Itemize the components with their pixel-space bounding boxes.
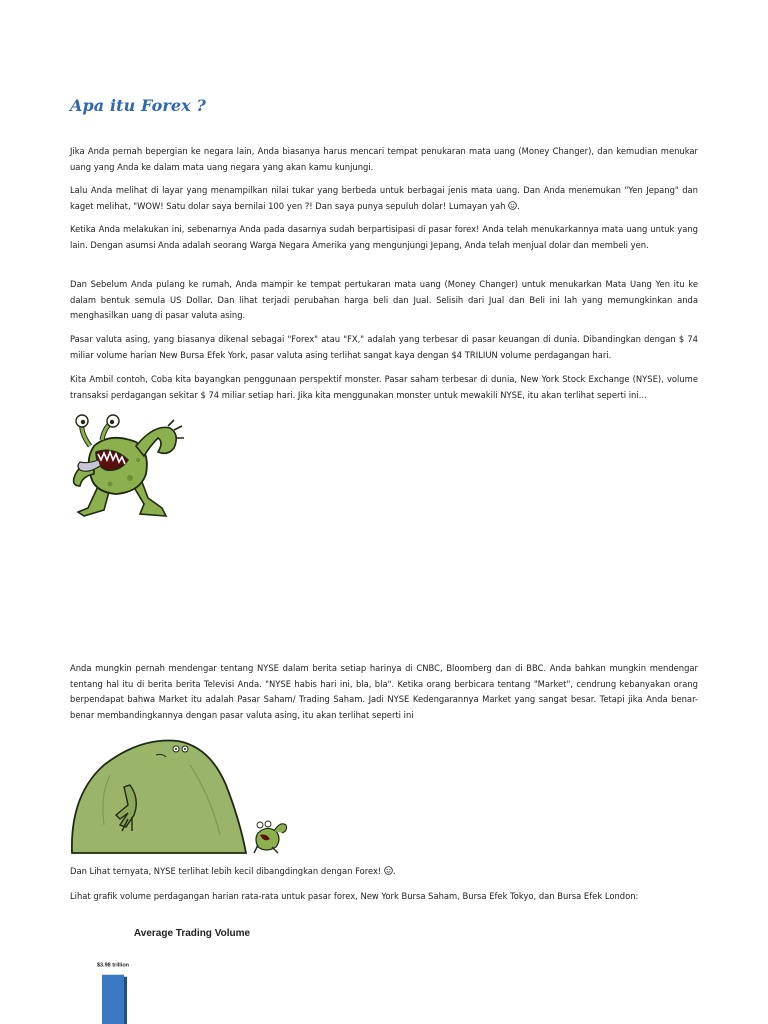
bar-forex: [102, 975, 124, 1024]
smiley-icon: [508, 201, 517, 210]
paragraph-4: Dan Sebelum Anda pulang ke rumah, Anda mampir ke tempat pertukaran mata uang (Money Changer) untuk menukarkan Mata Uang Yen itu ke dalam bentuk semula US Dollar. Dan lihat terjadi perubahan harga beli dan Jual. Selisih dari Jual dan Beli ini lah yang memungkinkan anda menghasilkan uang di pasar valuta asing.: [70, 279, 698, 320]
chart-title: Average Trading Volume: [133, 928, 251, 939]
paragraph-1: Jika Anda pernah bepergian ke negara lain, Anda biasanya harus mencari tempat penukaran mata uang (Money Changer), dan kemudian menukar uang yang Anda ke dalam mata uang negara yang akan kamu kunjungi.: [70, 146, 698, 172]
paragraph-5: Pasar valuta asing, yang biasanya dikenal sebagai "Forex" atau "FX," adalah yang terbesar di pasar keuangan di dunia. Dibandingkan dengan $ 74 miliar volume harian New Bursa Efek York, pasar valuta asing terlihat sangat kaya dengan $4 TRILIUN volume perdagangan hari.: [70, 334, 698, 360]
smiley-icon: [384, 866, 393, 875]
paragraph-2-text: Lalu Anda melihat di layar yang menampilkan nilai tukar yang berbeda untuk berbagai jenis mata uang. Dan Anda menemukan "Yen Jepang" dan kaget melihat, "WOW! Satu dolar saya bernilai 100 yen ?! Dan saya punya sepuluh dolar! Lumayan yah: [70, 185, 698, 211]
bar-data-label: $3.98 trillion: [96, 962, 130, 969]
paragraph-7: Anda mungkin pernah mendengar tentang NYSE dalam berita setiap harinya di CNBC, Bloomberg dan di BBC. Anda bahkan mungkin mendengar tentang hal itu di berita berita Televisi Anda. "NYSE habis hari ini, bla, bla". Ketika orang berbicara tentang "Market", cendrung kebanyakan orang berpendapat bahwa Market itu adalah Pasar Saham/ Trading Saham. Jadi NYSE Kedengarannya Market yang sangat besar. Tetapi jika Anda benar-benar membandingkannya dengan pasar valuta asing, itu akan terlihat seperti ini: [70, 663, 698, 720]
page-title: Apa itu Forex ?: [70, 96, 206, 115]
bar-shadow: [124, 977, 127, 1024]
paragraph-8-text: Dan Lihat ternyata, NYSE terlihat lebih kecil dibangdingkan dengan Forex!: [70, 866, 382, 876]
paragraph-6: Kita Ambil contoh, Coba kita bayangkan penggunaan perspektif monster. Pasar saham terbesar di dunia, New York Stock Exchange (NYSE), volume transaksi perdagangan sekitar $ 74 miliar setiap hari. Jika kita menggunakan monster untuk mewakili NYSE, itu akan terlihat seperti ini...: [70, 374, 698, 400]
giant-blob-monster-icon: [70, 735, 290, 855]
paragraph-8: Dan Lihat ternyata, NYSE terlihat lebih kecil dibangdingkan dengan Forex! .: [70, 866, 396, 876]
paragraph-3: Ketika Anda melakukan ini, sebenarnya Anda pada dasarnya sudah berpartisipasi di pasar forex! Anda telah menukarkannya mata uang untuk yang lain. Dengan asumsi Anda adalah seorang Warga Negara Amerika yang mengunjungi Jepang, Anda telah menjual dolar dan membeli yen.: [70, 224, 698, 250]
paragraph-9: Lihat grafik volume perdagangan harian rata-rata untuk pasar forex, New York Bursa Saham, Bursa Efek Tokyo, dan Bursa Efek London:: [70, 891, 639, 901]
trading-volume-chart: [70, 912, 316, 1024]
green-monster-icon: [70, 412, 186, 520]
paragraph-2: Lalu Anda melihat di layar yang menampilkan nilai tukar yang berbeda untuk berbagai jenis mata uang. Dan Anda menemukan "Yen Jepang" dan kaget melihat, "WOW! Satu dolar saya bernilai 100 yen ?! Dan saya punya sepuluh dolar! Lumayan yah .: [70, 185, 698, 211]
